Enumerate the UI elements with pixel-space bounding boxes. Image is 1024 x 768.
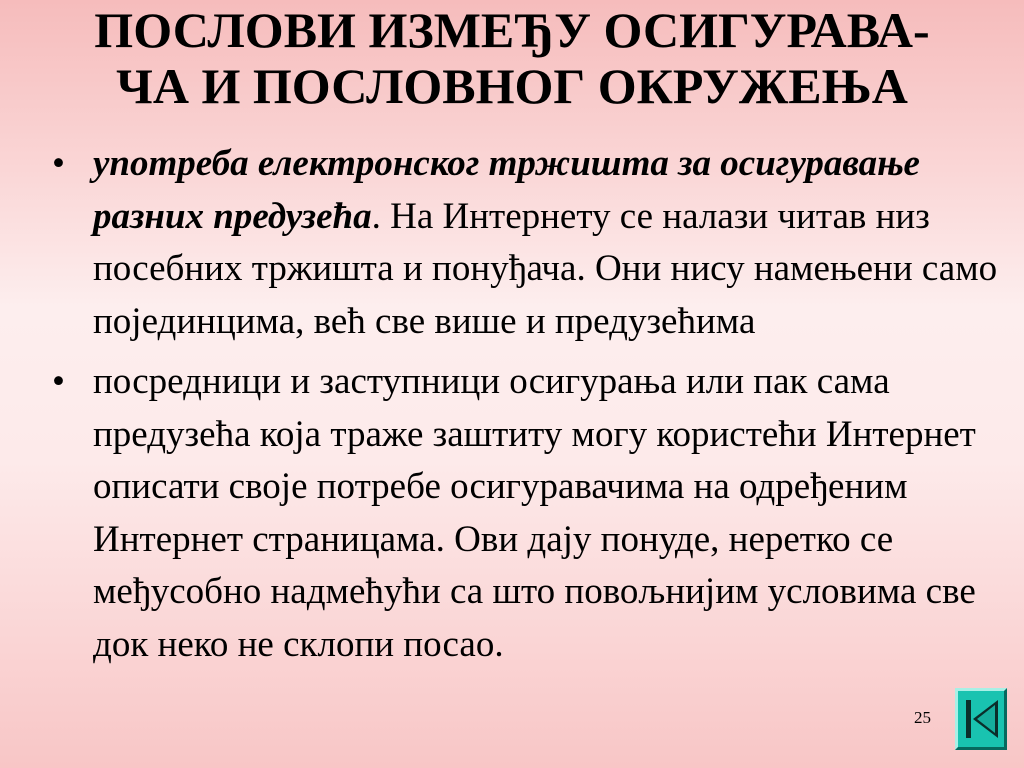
bullet-emphasis: употреба електронског тржишта за осигуравање разних предузећа: [93, 143, 920, 237]
slide-title-line-1: ПОСЛОВИ ИЗМЕЂУ ОСИГУРАВА-: [94, 2, 930, 58]
bullet-text: . На Интернету се налази читав низ посебних тржишта и понуђача. Они нису намењени само појединцима, већ све више и предузећима: [93, 195, 998, 342]
bullet-marker: •: [52, 143, 65, 184]
slide-title-line-2: ЧА И ПОСЛОВНОГ ОКРУЖЕЊА: [116, 58, 908, 114]
bullet-item-intermediaries: [52, 356, 1002, 671]
bullet-item-electronic-market: [52, 138, 1002, 348]
first-slide-button[interactable]: [955, 688, 1007, 750]
slide-number: 25: [914, 708, 931, 727]
bullet-marker: •: [52, 361, 65, 402]
first-slide-icon: [962, 697, 1002, 741]
bullet-list: [52, 138, 1002, 671]
bullet-text: посредници и заступници осигурања или пак сама предузећа која траже заштиту могу користећи Интернет описати своје потребе осигуравачима на одређеним Интернет страницама. Ови дају понуде, неретко се међусобно надмећући са што повољнијим условима све док неко не склопи посао.: [93, 361, 976, 665]
slide-title: [0, 2, 1024, 114]
